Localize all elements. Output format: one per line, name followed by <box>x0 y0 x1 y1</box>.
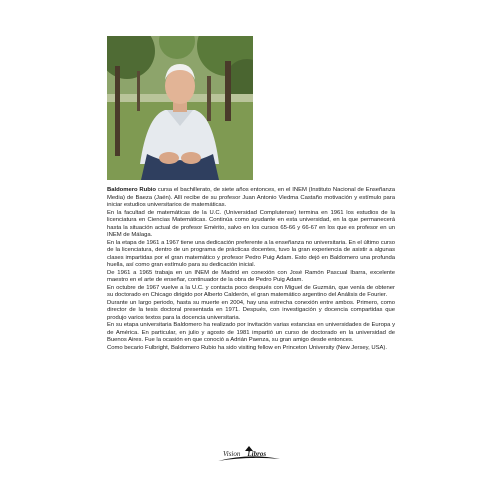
publisher-word-2: Libros <box>247 450 267 458</box>
publisher-name <box>223 450 266 458</box>
bio-paragraph: Durante un largo periodo, hasta su muerte en 2004, hay una estrecha conexión entre ambos. Primero, como director de la tesis doctoral presentada en 1971. Después, con investigación y docencia compartidas que produjo varios textos para la docencia universitaria. <box>107 299 395 321</box>
publisher-logo <box>214 444 284 468</box>
bio-paragraph: De 1961 a 1965 trabaja en un INEM de Madrid en conexión con José Ramón Pascual Ibarra, excelente maestro en el arte de enseñar, continuador de la obra de Pedro Puig Adam. <box>107 269 395 283</box>
bio-paragraph: En la facultad de matemáticas de la U.C. (Universidad Complutense) termina en 1961 los estudios de la licenciatura en Ciencias Matemáticas. Continúa como ayudante en esta universidad, en la que permanecerá hasta la situación actual de profesor Emérito, salvo en los cursos 65-66 y 66-67 en los que es profesor en un INEM de Málaga. <box>107 209 395 238</box>
author-name: Baldomero Rubio <box>107 187 156 193</box>
bio-paragraph: En la etapa de 1961 a 1967 tiene una dedicación preferente a la enseñanza no universitaria. En el último curso de la licenciatura, dentro de un programa de prácticas docentes, tuvo la gran experiencia de asistir a algunas clases impartidas por el gran matemático y profesor Pedro Puig Adam. Esto dejó en Baldomero una profunda huella, así como gran estímulo para su dedicación inicial. <box>107 239 395 268</box>
biography-text <box>107 187 395 352</box>
bio-paragraph-text: cursa el bachillerato, de siete años entonces, en el INEM (Instituto Nacional de Enseñanza Media) de Baeza (Jaén). Allí recibe de su profesor Juan Antonio Viedma Castaño motivación y estímulo para iniciar estudios universitarios de matemáticas. <box>107 187 395 208</box>
author-photo <box>107 36 253 180</box>
bio-paragraph: En su etapa universitaria Baldomero ha realizado por invitación varias estancias en universidades de Europa y de América. En particular, en julio y agosto de 1981 impartió un curso de doctorado en la universidad de Buenos Aires. Fue la ocasión en que conoció a Adrián Paenza, su gran amigo desde entonces. <box>107 322 395 343</box>
publisher-word-1: Vision <box>223 450 241 458</box>
bio-paragraph <box>107 187 395 210</box>
bio-paragraph: En octubre de 1967 vuelve a la U.C. y contacta poco después con Miguel de Guzmán, que venía de obtener su doctorado en Chicago dirigido por Alberto Calderón, el gran matemático argentino del Análisis de Fourier. <box>107 284 395 298</box>
bio-paragraph: Como becario Fulbright, Baldomero Rubio ha sido visiting fellow en Princeton University (New Jersey, USA). <box>107 344 387 351</box>
